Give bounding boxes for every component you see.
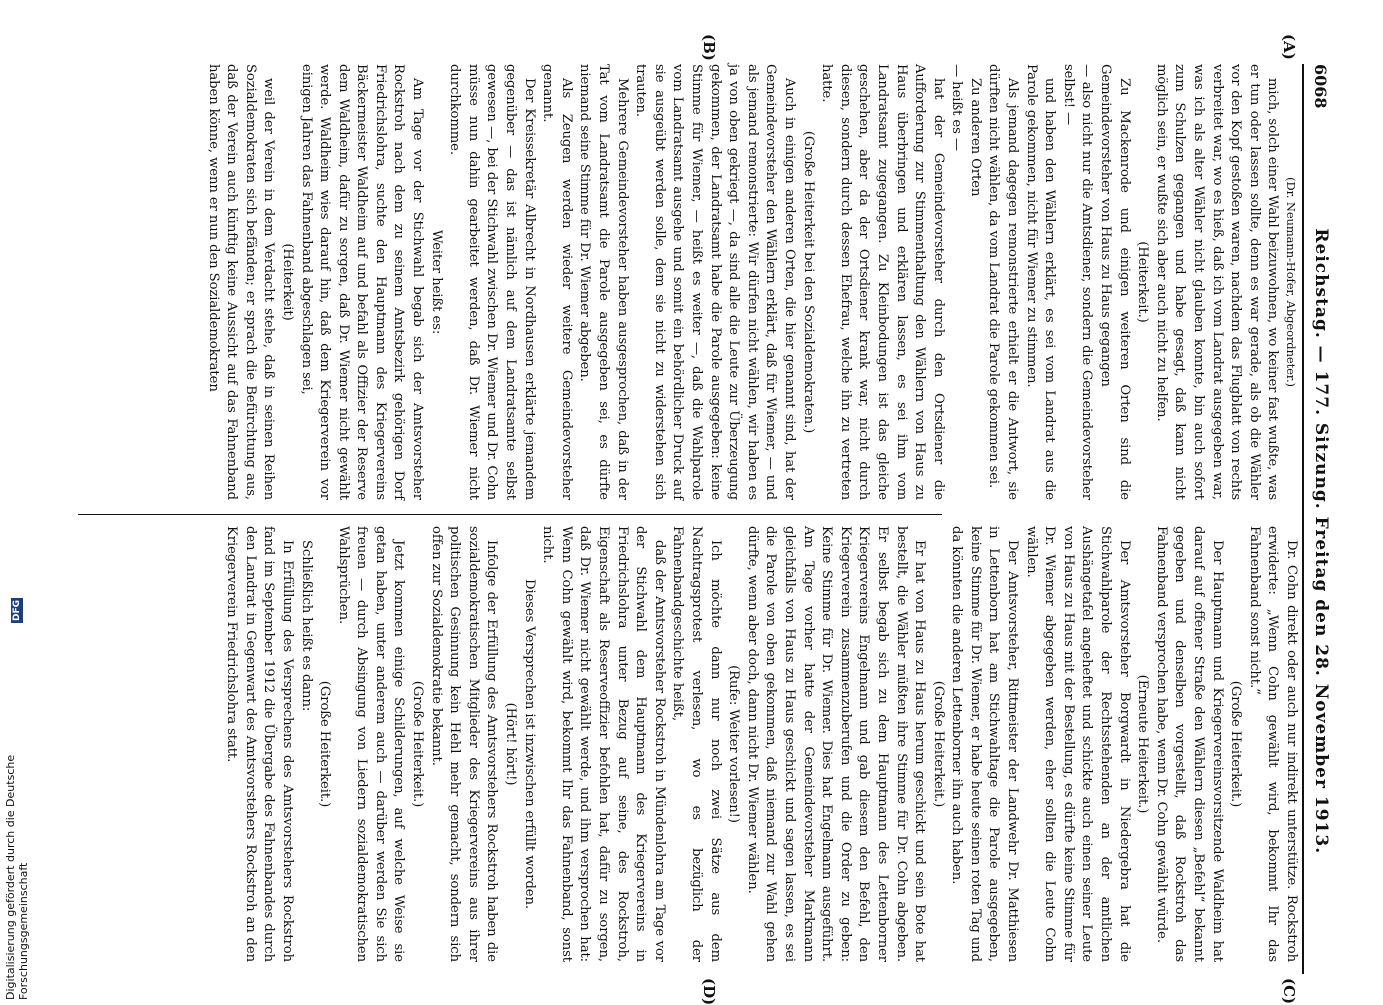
digitization-credit: [4, 598, 30, 1000]
column-mark-a: (A): [1280, 34, 1298, 60]
interjection: (Heiterkeit): [279, 243, 295, 321]
paragraph: Am Tage vor der Stichwahl begab sich der Amtsvorsteher Rockstroh nach dem zu seinem Amtsbezirk gehörigen Dorf Friedrichslohra, suchte den Hauptmann des Kriegervereins Bäckermeister Waldheim auf und befahl als Offizier der Reserve dem Waldheim, dafür zu sorgen, daß Dr. Wiemer nicht gewählt werde. Waldheim wies darauf hin, daß dem Kriegerverein vor einigen Jahren das Fahnenband abgeschlagen sei,: [298, 64, 426, 500]
paragraph: — also nicht nur die Amtsdiener, sondern die Gemeindevorsteher selbst! —: [1060, 64, 1095, 500]
column-divider: [78, 514, 942, 515]
interjection: (Große Heiterkeit.): [410, 680, 426, 808]
right-column: [222, 526, 1300, 962]
left-column: [203, 64, 1300, 500]
speaker-line: (Dr. Neumann-Hofer, Abgeordneter.): [1284, 177, 1298, 387]
interjection: (Große Heiterkeit.): [317, 680, 333, 808]
interjection: (Große Heiterkeit.): [930, 680, 946, 808]
paragraph: Weiter heißt es:: [428, 229, 444, 335]
paragraph: Als Zeugen werden wieder weitere Gemeindevorsteher genannt.: [540, 64, 574, 500]
paragraph: Der Hauptmann und Kriegervereinsvorsitzende Waldheim hat darauf auf offener Straße den Wählern diesen „Befehl“ bekannt gegeben und denselben vorgestellt, daß Rockstroh das Fahnenband versprochen habe, wenn Dr. Cohn gewählt würde.: [1153, 526, 1225, 962]
paragraph: Dieses Versprechen ist inzwischen erfüllt worden.: [521, 579, 537, 909]
paragraph: Der Kreissekretär Albrecht in Nordhausen erklärte jemandem gegenüber — das ist nämlich auf dem Landratsamte selbst gewesen —, bei der Stichwahl zwischen Dr. Wiemer und Dr. Cohn müsse nun dahin gearbeitet werden, daß Dr. Wiemer nicht durchkomme.: [447, 64, 537, 500]
paragraph: und haben den Wählern erklärt, es sei vom Landrat aus die Parole gekommen, nicht für Wiemer zu stimmen.: [1023, 64, 1058, 500]
paragraph: Der Amtsvorsteher, Rittmeister der Landwehr Dr. Matthiesen in Lettenborn hat am Stichwahltage die Parole ausgegeben, keine Stimme für Dr. Wiemer, er habe heute seinen roten Tag und da könnten die anderen Lettenborner ihn auch haben.: [949, 526, 1021, 962]
page-number: 6068: [1311, 64, 1331, 109]
dfg-logo: DFG: [12, 600, 22, 622]
interjection: (Erneute Heiterkeit.): [1135, 674, 1151, 814]
paragraph: hat der Gemeindevorsteher durch den Ortsdiener die Aufforderung zur Stimmenthaltung den Wählern von Haus zu Haus überbringen und erklären lassen, es sei ihm vom Landratsamt zugegangen. Zu Kleinbodungen ist das gleiche geschehen, aber da der Ortsdiener krank war, nicht durch diesen, sondern durch dessen Ehefrau, welche ihn zu vertreten hatte.: [819, 64, 946, 500]
paragraph: Auch in einigen anderen Orten, die hier genannt sind, hat der Gemeindevorsteher den Wählern erklärt, daß für Wiemer, — und als jemand remonstrierte: Wir dürfen nicht wählen, wir haben es ja von oben gekriegt —, da sind alle die Leute zur Überzeugung gekommen, der Landratsamt habe die Parole ausgegeben: keine Stimme für Wiemer, — heißt es weiter —, daß die Wahlparole vom Landratsamt ausgehe und somit ein behördlicher Druck auf sie ausgeübt werden solle, dem sie nicht zu widerstehen sich trauten.: [633, 64, 797, 500]
paragraph: Als jemand dagegen remonstrierte erhielt er die Antwort, sie dürften nicht wählen, da vom Landrat die Parole gekommen sei.: [986, 64, 1021, 500]
paragraph: Dr. Cohn direkt oder auch nur indirekt unterstütze. Rockstroh erwiderte: „Wenn Cohn gewählt wird, bekommt Ihr das Fahnenband sonst nicht.“: [1246, 526, 1299, 962]
interjection: (Rufe: Weiter vorlesen!): [726, 665, 742, 823]
rotated-page: [78, 34, 1338, 1005]
interjection: (Große Heiterkeit bei den Sozialdemokraten.): [800, 130, 816, 434]
paragraph: Jetzt kommen einige Schilderungen, auf welche Weise sie getan haben, unter anderem auch — darüber werden Sie sich freuen — durch Absingung von Liedern sozialdemokratischen Wahlsprüchen.: [335, 526, 407, 962]
interjection: (Große Heiterkeit.): [1228, 680, 1244, 808]
paragraph: Der Amtsvorsteher Borgwardt in Niedergebra hat die Stichwahlparole der Rechtsstehenden an der amtlichen Aushängetafel angeheftet und schickte auch einen seiner Leute von Haus zu Haus mit der Bestellung, es dürfte keine Stimme für Dr. Wiemer abgegeben werden, eher sollten die Leute Cohn wählen.: [1023, 526, 1132, 962]
column-mark-b: (B): [700, 34, 718, 61]
paragraph: Zu anderen Orten: [967, 78, 983, 197]
paragraph: Infolge der Erfüllung des Amtsvorstehers Rockstroh haben die sozialdemokratischen Mitglieder des Kriegervereins aus ihrer politischen Gesinnung kein Hehl mehr gemacht, sondern sich offen zur Sozialdemokratie bekannt.: [428, 526, 500, 962]
column-mark-d: (D): [700, 978, 718, 1005]
paragraph: Er hat von Haus zu Haus herum geschickt und sein Bote hat bestellt, die Wähler müßten ihre Stimme für Dr. Cohn abgeben. Er selbst begab sich zu dem Hauptmann des Lettenborner Kriegervereins Engelmann und gab diesem den Befehl, den Kriegerverein zusammenzuberufen und die Order zu geben: Keine Stimme für Dr. Wiemer. Dies hat Engelmann ausgeführt. Am Tage vorher hatte der Gemeindevorsteher Markmann gleichfalls von Haus zu Haus geschickt und sagen lassen, es sei die Parole von oben gekommen, daß niemand zur Wahl gehen dürfte, wenn aber doch, dann nicht Dr. Wiemer wählen.: [744, 526, 928, 962]
column-mark-c: (C): [1280, 978, 1298, 1005]
interjection: (Hört! hört!): [503, 702, 519, 786]
paragraph: Mehrere Gemeindevorsteher haben ausgesprochen, daß in der Tat vom Landratsamt die Parole ausgegeben sei, es dürfte niemand seine Stimme für Dr. Wiemer abgeben.: [577, 64, 630, 500]
page-title: Reichstag. — 177. Sitzung. Freitag den 28. November 1913.: [1311, 228, 1331, 855]
paragraph: weil der Verein in dem Verdacht stehe, daß in seinen Reihen Sozialdemokraten sich befänden; er sprach die Befürchtung aus, daß der Verein auch künftig keine Aussicht auf das Fahnenband haben könne, wenn er nun den Sozialdemokraten: [205, 64, 277, 500]
credit-text: Digitalisierung gefördert durch die Deutsche Forschungsgemeinschaft: [4, 754, 30, 1000]
page-header: [1302, 64, 1338, 974]
paragraph: daß der Amtsvorsteher Rockstroh in Mündenlohra am Tage vor der Stichwahl dem Hauptmann des Kriegervereins in Friedrichslohra unter Bezug auf seine, des Rockstroh, Eigenschaft als Reserveoffizier befohlen hat, dafür zu sorgen, daß Dr. Wiemer nicht gewählt werde, und ihm versprochen hat: Wenn Cohn gewählt wird, bekommt Ihr das Fahnenband, sonst nicht.: [540, 526, 667, 962]
paragraph: Ich möchte dann nur noch zwei Sätze aus dem Nachtragsprotest verlesen, wo es bezüglich der Fahnenbandgeschichte heißt,: [670, 526, 723, 962]
paragraph: In Erfüllung des Versprechens des Amtsvorstehers Rockstroh fand im September 1912 die Übergabe des Fahnenbandes durch den Landrat in Gegenwart des Amtsvorstehers Rockstroh an den Kriegerverein Friedrichslohra statt.: [224, 526, 295, 962]
paragraph: — heißt es —: [949, 64, 965, 151]
paragraph: Schließlich heißt es dann:: [298, 540, 314, 712]
paragraph: mich, solch einer Wahl beizuwohnen, wo keiner fast wußte, was er tun oder lassen sollte, denn es war gerade, als ob die Wähler vor den Kopf gestoßen waren, nachdem das Flugblatt von rechts verbreitet war, wo es hieß, daß ich vom Landrat ausgegeben war, was ich als alter Wähler nicht glauben konnte, bin auch sofort zum Schulzen gegangen und habe gesagt, daß kann nicht möglich sein, er wußte sich aber auch nicht zu helfen.: [1153, 64, 1281, 500]
interjection: (Heiterkeit.): [1135, 241, 1151, 323]
paragraph: Zu Mackenrode und einigen weiteren Orten sind die Gemeindevorsteher von Haus zu Haus gegangen: [1098, 64, 1132, 500]
